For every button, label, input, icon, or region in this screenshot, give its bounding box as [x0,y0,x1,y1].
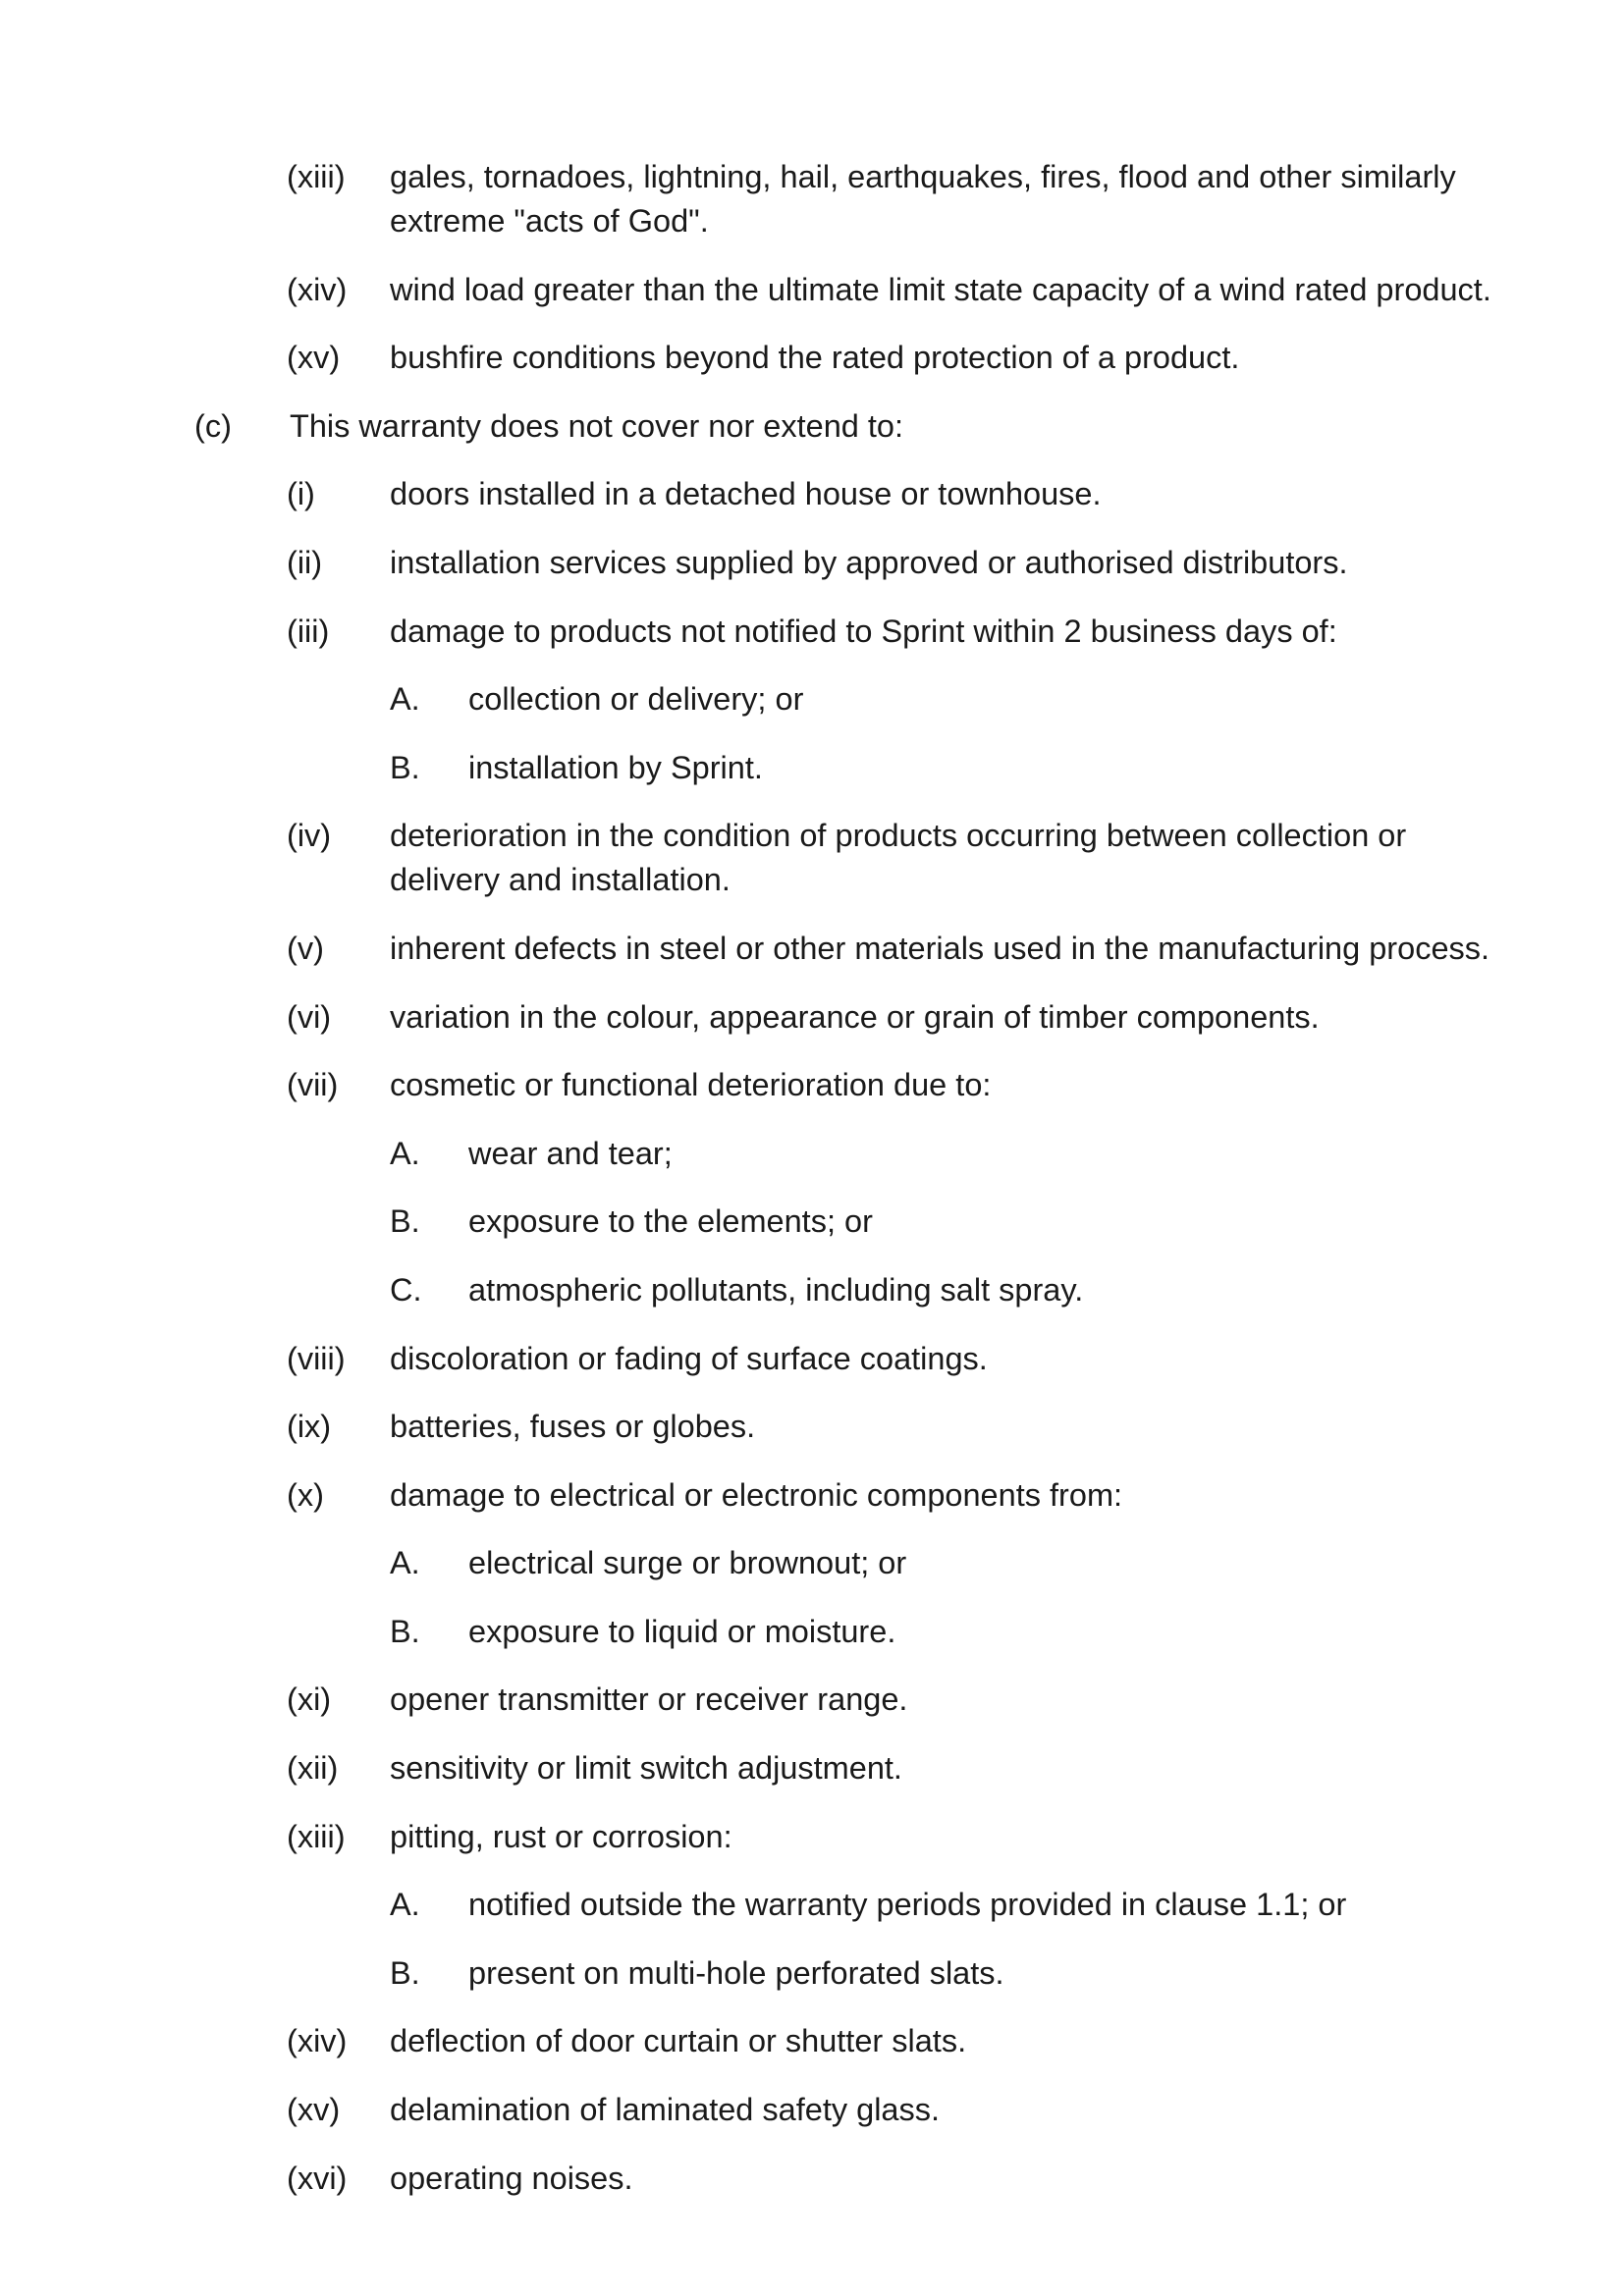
clause-subitem [0,677,1624,721]
clause-text: installation services supplied by approved or authorised distributors. [390,544,1348,580]
clause-text: damage to electrical or electronic components from: [390,1476,1123,1513]
clause-marker: (xvi) [287,2160,348,2196]
clause-text: exposure to the elements; or [468,1203,873,1240]
clause-item [0,927,1624,971]
clause-item [0,1815,1624,1859]
clause-text: damage to products not notified to Sprint within 2 business days of: [390,613,1337,649]
clause-item [0,268,1624,312]
clause-subitem [0,1883,1624,1927]
clause-item [0,1678,1624,1722]
clause-subitem [0,1200,1624,1244]
clause-text: wear and tear; [468,1135,673,1171]
clause-text: sensitivity or limit switch adjustment. [390,1750,902,1787]
clause-text: present on multi-hole perforated slats. [468,1954,1004,1991]
clause-text: deterioration in the condition of products occurring between collection or delivery and installation. [390,818,1407,898]
clause-text: batteries, fuses or globes. [390,1409,756,1445]
clause-text: operating noises. [390,2160,633,2196]
clause-subitem [0,746,1624,790]
clause-item [0,2088,1624,2132]
clause-marker: (x) [287,1476,324,1513]
clause-text: electrical surge or brownout; or [468,1545,907,1581]
clause-marker: (viii) [287,1340,346,1376]
clause-text: doors installed in a detached house or townhouse. [390,476,1102,512]
clause-item [0,1746,1624,1790]
clause-marker: C. [390,1271,422,1308]
clause-text: wind load greater than the ultimate limit state capacity of a wind rated product. [390,271,1491,307]
clause-marker: (c) [194,407,232,444]
clause-item [0,814,1624,902]
clause-marker: B. [390,749,420,785]
clause-item [0,541,1624,585]
clause-item [0,1405,1624,1449]
clause-marker: (iii) [287,613,330,649]
clause-subitem [0,1541,1624,1585]
clause-text: notified outside the warranty periods provided in clause 1.1; or [468,1887,1347,1923]
clause-marker: B. [390,1954,420,1991]
clause-item [0,1063,1624,1107]
clause-marker: A. [390,1545,420,1581]
clause-marker: (xiv) [287,2023,348,2059]
clause-marker: (iv) [287,818,332,854]
clause-marker: (xv) [287,2092,341,2128]
clause-text: exposure to liquid or moisture. [468,1613,896,1649]
clause-subitem [0,1132,1624,1176]
clause-marker: (i) [287,476,315,512]
clause-item [0,336,1624,380]
clause-marker: (xi) [287,1682,332,1718]
clause-item [0,472,1624,516]
clause-text: installation by Sprint. [468,749,763,785]
clause-marker: A. [390,681,420,718]
clause-text: gales, tornadoes, lightning, hail, earthquakes, fires, flood and other similarly extreme "acts of God". [390,159,1456,239]
clause-text: cosmetic or functional deterioration due to: [390,1067,992,1103]
clause-text: bushfire conditions beyond the rated protection of a product. [390,340,1240,376]
clause-marker: (vii) [287,1067,339,1103]
clause-marker: (xiii) [287,159,346,194]
clause-marker: B. [390,1613,420,1649]
clause-text: variation in the colour, appearance or grain of timber components. [390,998,1320,1035]
clause-text: collection or delivery; or [468,681,804,718]
clause-marker: (xv) [287,340,341,376]
clause-item [0,1337,1624,1381]
clause-text: deflection of door curtain or shutter slats. [390,2023,967,2059]
clause-marker: (vi) [287,998,332,1035]
clause-marker: (xiv) [287,271,348,307]
clause-text: This warranty does not cover nor extend to: [290,407,904,444]
clause-marker: A. [390,1887,420,1923]
clause-marker: (ix) [287,1409,332,1445]
clause-marker: A. [390,1135,420,1171]
clause-marker: (ii) [287,544,323,580]
clause-item [0,155,1624,243]
clause-text: delamination of laminated safety glass. [390,2092,941,2128]
clause-subitem [0,1951,1624,1996]
clause-item [0,2157,1624,2201]
clause-item [0,610,1624,654]
clause-subitem [0,1610,1624,1654]
clause-item [0,1473,1624,1518]
clause-text: pitting, rust or corrosion: [390,1818,732,1854]
clause-text: inherent defects in steel or other materials used in the manufacturing process. [390,930,1490,966]
clause-subitem [0,1268,1624,1312]
clause-marker: (xiii) [287,1818,346,1854]
clause-text: opener transmitter or receiver range. [390,1682,908,1718]
clause-text: discoloration or fading of surface coatings. [390,1340,988,1376]
clause-marker: (v) [287,930,324,966]
clause-item [0,995,1624,1040]
clause-marker: B. [390,1203,420,1240]
clause-item [0,2019,1624,2063]
clause-item [0,404,1624,449]
clause-text: atmospheric pollutants, including salt spray. [468,1271,1084,1308]
clause-marker: (xii) [287,1750,339,1787]
